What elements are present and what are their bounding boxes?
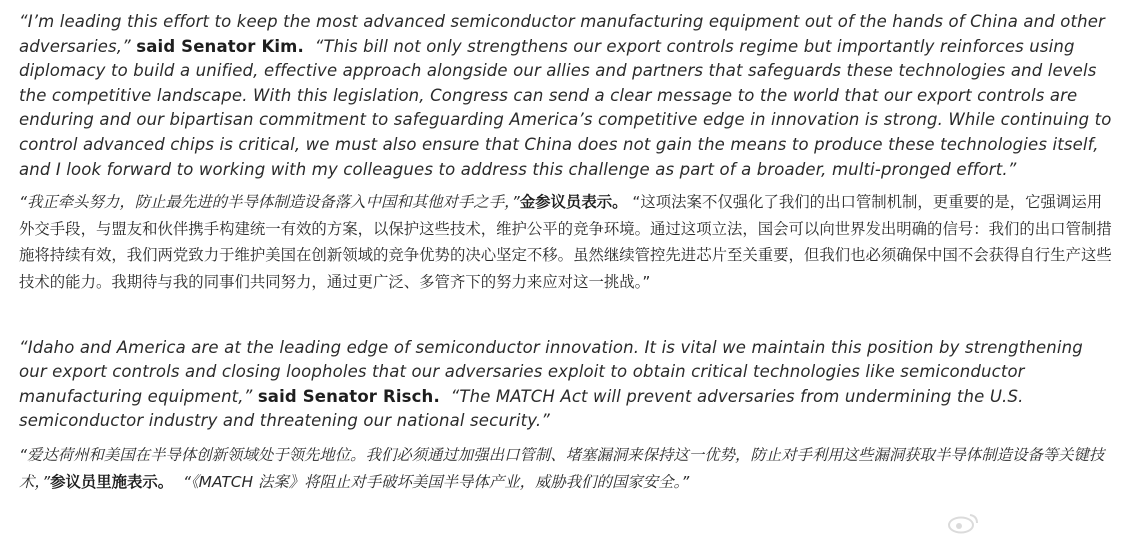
quote-kim-chinese-part2: “这项法案不仅强化了我们的出口管制机制，更重要的是，它强调运用外交手段，与盟友和伙伴携手构建统一有效的方案，以保护这些技术，维护公平的竞争环境。通过这项立法，国会可以向世界发出明确的信号：我们的出口管制措施将持续有效，我们两党致力于维护美国在创新领域的竞争优势的决心坚定不移。虽然继续管控先进芯片至关重要，但我们也必须确保中国不会获得自行生产这些技术的能力。我期待与我的同事们共同努力，通过更广泛、多管齐下的努力来应对这一挑战。” [19,193,1112,291]
quote-risch-chinese-part1: “爱达荷州和美国在半导体创新领域处于领先地位。我们必须通过加强出口管制、堵塞漏洞来保持这一优势，防止对手利用这些漏洞获取半导体制造设备等关键技术，” [19,445,1105,491]
quote-kim-english-part2: “This bill not only strengthens our export controls regime but importantly reinforces using diplomacy to build a unified, effective approach alongside our allies and partners that safeguards these technologies and levels the competitive landscape. With this legislation, Congress can send a clear message to the world that our export controls are enduring and our bipartisan commitment to safeguarding America’s competitive edge in innovation is strong. While continuing to control advanced chips is critical, we must also ensure that China does not gain the means to produce these technologies itself, and I look forward to working with my colleagues to address this challenge as part of a broader, multi-pronged effort.” [19,36,1112,179]
quote-kim-chinese [19,189,1112,295]
quote-kim-english-part1: “I’m leading this effort to keep the most advanced semiconductor manufacturing equipment out of the hands of China and other adversaries,” [19,12,1105,56]
speaker-risch-chinese: 参议员里施表示。 [50,472,174,491]
quote-kim-english [19,10,1112,182]
quote-risch-chinese-part2: “《MATCH 法案》将阻止对手破坏美国半导体产业，威胁我们的国家安全。” [183,472,690,491]
speaker-kim-english: said Senator Kim. [136,36,304,56]
watermark-logo-icon [946,512,980,534]
quote-kim-chinese-part1: “我正牵头努力，防止最先进的半导体制造设备落入中国和其他对手之手，” [19,193,520,212]
quote-risch-english-part2: “The MATCH Act will prevent adversaries from undermining the U.S. semiconductor industry and threatening our national security.” [19,386,1024,431]
speaker-kim-chinese: 金参议员表示。 [519,193,628,212]
quote-risch-chinese [19,442,1112,495]
speaker-risch-english: said Senator Risch. [257,386,440,406]
quote-risch-english [19,336,1112,434]
quote-risch-english-part1: “Idaho and America are at the leading edge of semiconductor innovation. It is vital we maintain this position by strengthening our export controls and closing loopholes that our adversaries exploit to obtain critical technologies like semiconductor manufacturing equipment,” [19,337,1083,406]
